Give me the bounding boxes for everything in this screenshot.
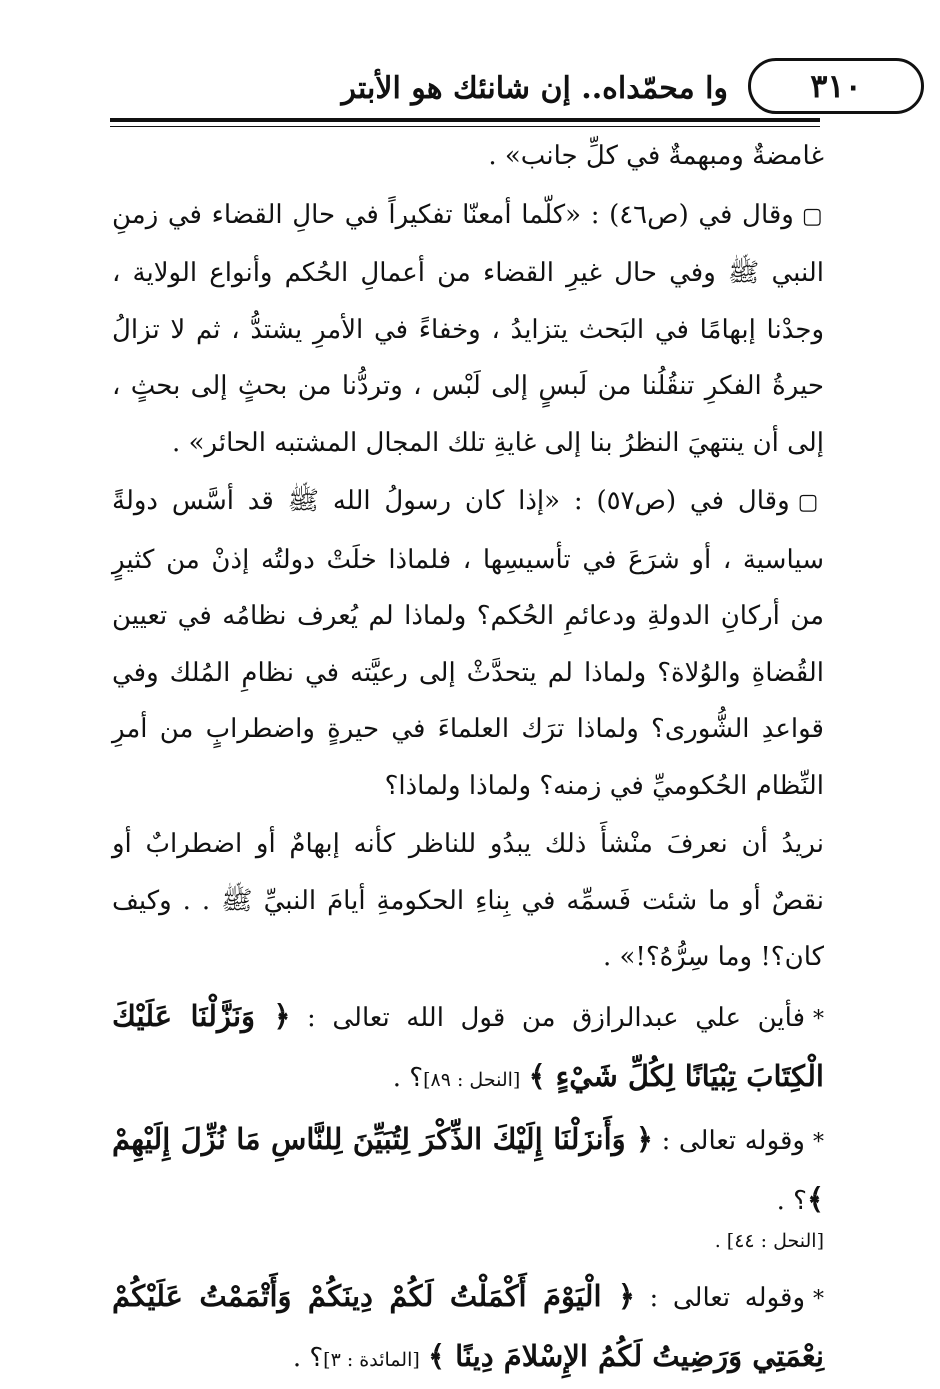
paragraph-4 bbox=[112, 816, 824, 986]
paragraph-5 bbox=[112, 988, 824, 1109]
paragraph-2 bbox=[112, 187, 824, 472]
page-header bbox=[108, 58, 862, 120]
quran-verse-2: ﴿ وَأَنزَلْنَا إِلَيْكَ الذِّكْرَ لِتُبَيِّنَ لِلنَّاسِ مَا نُزِّلَ إِلَيْهِمْ ﴾ bbox=[112, 1121, 824, 1216]
body-text bbox=[112, 128, 824, 1389]
paragraph-3 bbox=[112, 473, 824, 814]
asterisk-bullet-icon: * bbox=[813, 1286, 825, 1312]
square-marker-icon: ▢ bbox=[801, 203, 824, 229]
paragraph-3-text: وقال في (ص٥٧) : «إذا كان رسولُ الله ﷺ قد أسَّس دولةً سياسية ، أو شرَعَ في تأسيسِها ، فلماذا خلَتْ دولتُه إذنْ من كثيرٍ من أركانِ الدولةِ ودعائمِ الحُكم؟ ولماذا لم يُعرف نظامُه في تعيين القُضاةِ والوُلاة؟ ولماذا لم يتحدَّثْ إلى رعيَّته في نظامِ المُلك وفي قواعدِ الشُّورى؟ ولماذا ترَك العلماءَ في حيرةٍ واضطرابٍ من أمرِ النِّظام الحُكوميِّ في زمنه؟ ولماذا ولماذا؟ bbox=[112, 486, 824, 801]
running-title: وا محمّداه.. إن شانئك هو الأبتر bbox=[341, 71, 728, 106]
quran-verse-3: ﴿ الْيَوْمَ أَكْمَلْتُ لَكُمْ دِينَكُمْ وَأَتْمَمْتُ عَلَيْكُمْ نِعْمَتِي وَرَضِيتُ لَكُمُ الإِسْلامَ دِينًا ﴾ bbox=[112, 1278, 824, 1373]
quran-verse-1: ﴿ وَنَزَّلْنَا عَلَيْكَ الْكِتَابَ تِبْيَانًا لِكُلِّ شَيْءٍ ﴾ bbox=[112, 998, 824, 1093]
verse-reference-3: [المائدة : ٣] bbox=[323, 1349, 420, 1371]
paragraph-5-lead: فأين علي عبدالرازق من قول الله تعالى : bbox=[307, 1002, 805, 1033]
paragraph-6-lead: وقوله تعالى : bbox=[661, 1125, 805, 1156]
paragraph-7-end: ؟ . bbox=[292, 1343, 324, 1373]
paragraph-6-end: ؟ . bbox=[776, 1186, 807, 1216]
asterisk-bullet-icon: * bbox=[813, 1129, 824, 1155]
paragraph-7-lead: وقوله تعالى : bbox=[649, 1282, 806, 1313]
header-rule-thick bbox=[110, 118, 820, 122]
paragraph-1-text: غامضةٌ ومبهمةٌ في كلِّ جانب» . bbox=[488, 141, 824, 171]
page-number: ٣١٠ bbox=[748, 58, 924, 114]
square-marker-icon: ▢ bbox=[797, 490, 824, 515]
paragraph-1 bbox=[112, 128, 824, 185]
paragraph-5-end: ؟ . bbox=[392, 1063, 424, 1093]
verse-reference-1: [النحل : ٨٩] bbox=[423, 1069, 521, 1091]
paragraph-6 bbox=[112, 1111, 824, 1230]
paragraph-7 bbox=[112, 1268, 824, 1389]
paragraph-2-text: وقال في (ص٤٦) : «كلّما أمعنّا تفكيراً في حالِ القضاء في زمنِ النبي ﷺ وفي حال غيرِ القضاء من أعمالِ الحُكم وأنواع الولاية ، وجدْنا إبهامًا في البَحث يتزايدُ ، وخفاءً في الأمرِ يشتدُّ ، ثم لا تزالُ حيرةُ الفكرِ تنقُلُنا من لَبسٍ إلى لَبْس ، وتردُّنا من بحثٍ إلى بحثٍ ، إلى أن ينتهيَ النظرُ بنا إلى غايةِ تلك المجال المشتبه الحائر» . bbox=[112, 199, 824, 458]
header-rule-thin bbox=[110, 126, 820, 127]
paragraph-4-text: نريدُ أن نعرفَ منْشأَ ذلك يبدُو للناظر كأنه إبهامٌ أو اضطرابٌ أو نقصٌ أو ما شئت فَسمِّه في بِناءِ الحكومةِ أيامَ النبيِّ ﷺ . . وكيف كان؟! وما سِرُّهُ؟!» . bbox=[112, 829, 824, 972]
verse-reference-2: [النحل : ٤٤] . bbox=[714, 1229, 824, 1252]
asterisk-bullet-icon: * bbox=[813, 1006, 824, 1032]
